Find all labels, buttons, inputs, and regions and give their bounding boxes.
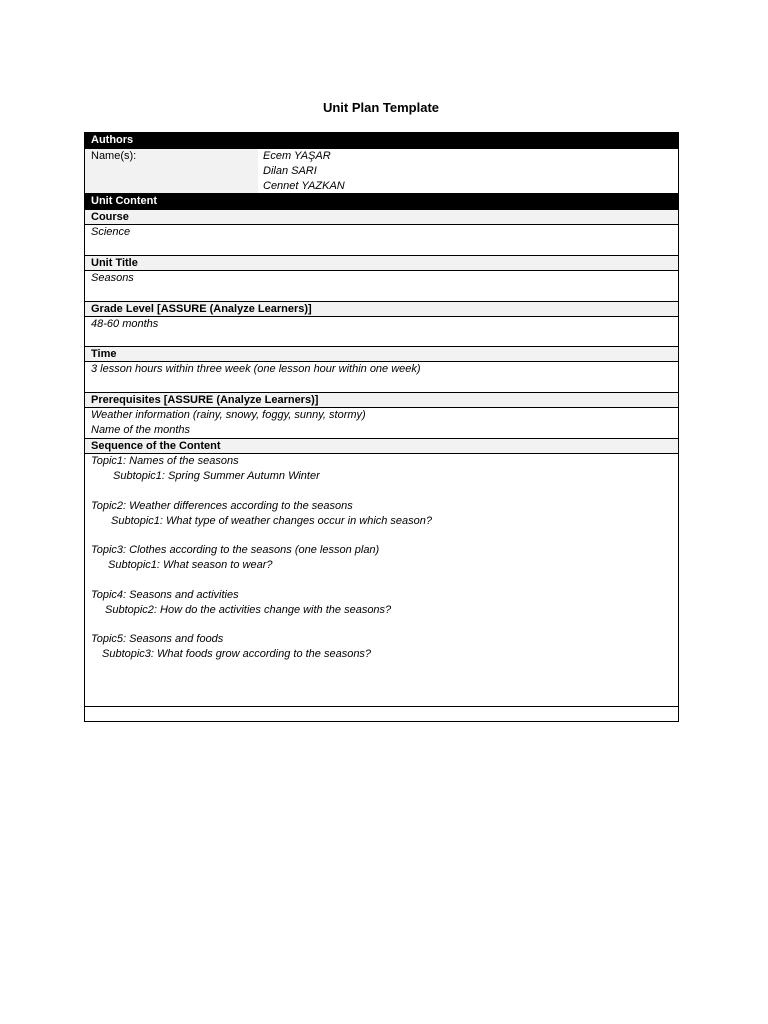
page-title: Unit Plan Template xyxy=(322,100,440,115)
unit-plan-table xyxy=(84,132,679,722)
grade-level-value-cell xyxy=(85,317,678,347)
topic-item: Topic3: Clothes according to the seasons (one lesson plan) xyxy=(91,544,380,556)
grade-level-value: 48-60 months xyxy=(91,318,159,330)
prerequisite-item: Weather information (rainy, snowy, foggy, sunny, stormy) xyxy=(91,409,366,421)
unit-title-label: Unit Title xyxy=(85,256,678,271)
topic-item: Topic5: Seasons and foods xyxy=(91,633,224,645)
topic-item: Topic4: Seasons and activities xyxy=(91,588,239,601)
course-value-cell xyxy=(85,225,678,256)
authors-row xyxy=(85,149,678,194)
subtopic-item: Subtopic1: What season to wear? xyxy=(108,559,273,571)
time-value-cell xyxy=(85,362,678,393)
prerequisites-label: Prerequisites [ASSURE (Analyze Learners)] xyxy=(85,393,678,408)
author-name: Ecem YAŞAR xyxy=(263,150,331,162)
topic-item: Topic1: Names of the seasons xyxy=(91,455,239,467)
names-label: Name(s): xyxy=(85,149,258,193)
author-name: Cennet YAZKAN xyxy=(263,180,345,192)
time-label: Time xyxy=(85,347,678,362)
subtopic-item: Subtopic2: How do the activities change with the seasons? xyxy=(105,603,392,616)
unit-title-value: Seasons xyxy=(91,272,134,284)
topic-item: Topic2: Weather differences according to the seasons xyxy=(91,499,353,512)
prerequisites-value-cell xyxy=(85,408,678,439)
subtopic-item: Subtopic1: Spring Summer Autumn Winter xyxy=(113,470,320,482)
author-names xyxy=(258,149,678,193)
author-name: Dilan SARI xyxy=(263,165,317,177)
empty-row xyxy=(85,707,678,721)
course-value: Science xyxy=(91,226,131,238)
authors-section-header: Authors xyxy=(85,133,678,149)
time-value: 3 lesson hours within three week (one lesson hour within one week) xyxy=(91,363,421,375)
prerequisite-item: Name of the months xyxy=(91,424,191,436)
course-label: Course xyxy=(85,210,678,225)
subtopic-item: Subtopic1: What type of weather changes occur in which season? xyxy=(111,514,433,527)
subtopic-item: Subtopic3: What foods grow according to the seasons? xyxy=(102,648,372,660)
sequence-value-cell xyxy=(85,454,678,707)
unit-content-section-header: Unit Content xyxy=(85,194,678,210)
unit-title-value-cell xyxy=(85,271,678,302)
grade-level-label: Grade Level [ASSURE (Analyze Learners)] xyxy=(85,302,678,317)
sequence-label: Sequence of the Content xyxy=(85,439,678,454)
